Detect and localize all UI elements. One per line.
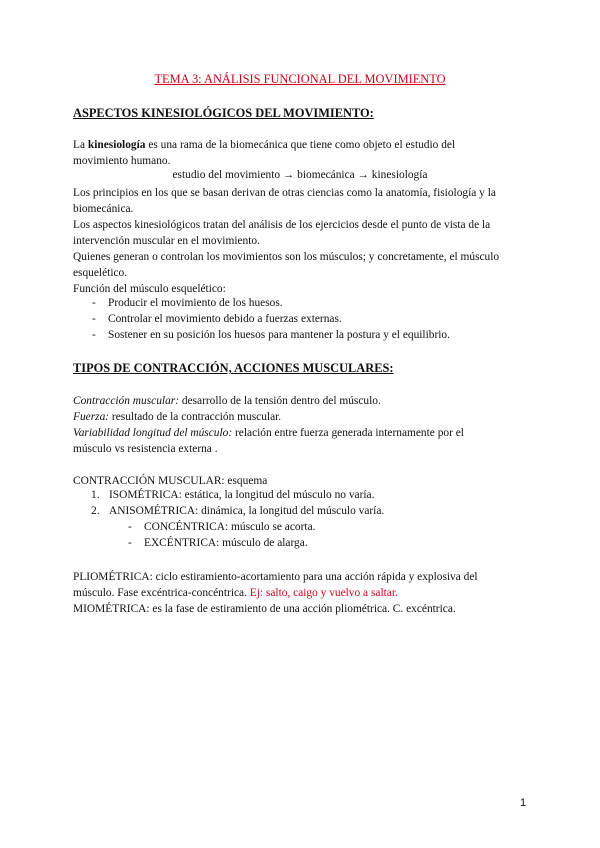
bullet-dash: - [92, 329, 96, 341]
esquema-label: CONTRACCIÓN MUSCULAR [73, 475, 222, 487]
subtipo-text: : músculo se acorta. [225, 521, 316, 533]
section-heading-tipos: TIPOS DE CONTRACCIÓN, ACCIONES MUSCULARES: [73, 361, 394, 375]
list-item [128, 521, 315, 533]
tipo-text: : estática, la longitud del músculo no varía. [178, 489, 375, 501]
list-item [92, 297, 283, 309]
paragraph-principios-line-2: biomecánica. [73, 203, 134, 215]
list-item [92, 313, 342, 325]
bullet-dash: - [92, 297, 96, 309]
intro-rest: es una rama de la biomecánica que tiene como objeto el estudio del [145, 139, 456, 151]
list-number: 2. [91, 505, 100, 517]
definition-text: desarrollo de la tensión dentro del músculo. [179, 395, 381, 407]
pliometrica-line-2 [73, 585, 398, 601]
tipo-label: ANISOMÉTRICA [109, 505, 196, 517]
section-heading-aspectos: ASPECTOS KINESIOLÓGICOS DEL MOVIMIENTO: [73, 106, 374, 120]
list-number: 1. [91, 489, 100, 501]
bullet-dash: - [128, 537, 132, 549]
list-item-text: Sostener en su posición los huesos para mantener la postura y el equilibrio. [108, 329, 450, 341]
tipo-label: ISOMÉTRICA [109, 489, 179, 501]
definition-term: Fuerza: [73, 411, 110, 423]
pliometrica-text: : ciclo estiramiento-acortamiento para una acción rápida y explosiva del [149, 571, 478, 583]
bullet-dash: - [128, 521, 132, 533]
list-item [92, 329, 450, 341]
concept-chain: estudio del movimiento → biomecánica → kinesiología [172, 169, 428, 181]
intro-line-1 [73, 137, 455, 153]
page-number: 1 [520, 797, 527, 809]
definition-text: relación entre fuerza generada internamente por el [232, 427, 464, 439]
subtipo-text: : músculo de alarga. [216, 537, 308, 549]
subtipo-label: EXCÉNTRICA [144, 537, 217, 549]
miometrica-text: : es la fase de estiramiento de una acción pliométrica. C. excéntrica. [146, 603, 456, 615]
definition-fuerza [73, 409, 281, 425]
pliometrica-example: Ej: salto, caigo y vuelvo a saltar. [249, 587, 398, 599]
list-item [128, 537, 308, 549]
definition-term: Variabilidad longitud del músculo: [73, 427, 233, 439]
list-item [91, 505, 384, 517]
pliometrica-label: PLIOMÉTRICA [73, 571, 150, 583]
funcion-label: Función del músculo esquelético: [73, 283, 226, 295]
definition-term: Contracción muscular: [73, 395, 179, 407]
subtipo-label: CONCÉNTRICA [144, 521, 226, 533]
paragraph-principios-line-1: Los principios en los que se basan derivan de otras ciencias como la anatomía, fisiología y la [73, 187, 496, 199]
list-item-text: Controlar el movimiento debido a fuerzas externas. [108, 313, 342, 325]
definition-contraccion [73, 393, 381, 409]
definition-variabilidad-line-2: músculo vs resistencia externa . [73, 443, 218, 455]
list-item [91, 489, 374, 501]
intro-prefix: La [73, 139, 88, 151]
paragraph-aspectos-line-1: Los aspectos kinesiológicos tratan del análisis de los ejercicios desde el punto de vista de la [73, 219, 491, 231]
paragraph-musculos-line-2: esquelético. [73, 267, 128, 279]
definition-variabilidad [73, 425, 464, 441]
miometrica-label: MIOMÉTRICA [73, 603, 147, 615]
pliometrica-text-2: músculo. Fase excéntrica-concéntrica. [73, 587, 250, 599]
esquema-heading [73, 473, 267, 489]
esquema-text: : esquema [221, 475, 268, 487]
tipo-text: : dinámica, la longitud del músculo varía. [195, 505, 385, 517]
paragraph-aspectos-line-2: intervención muscular en el movimiento. [73, 235, 260, 247]
paragraph-musculos-line-1: Quienes generan o controlan los movimientos son los músculos; y concretamente, el músculo [73, 251, 500, 263]
list-item-text: Producir el movimiento de los huesos. [108, 297, 283, 309]
miometrica-line [73, 601, 456, 617]
document-title: TEMA 3: ANÁLISIS FUNCIONAL DEL MOVIMIENTO [154, 72, 446, 86]
kinesiologia-term: kinesiología [87, 139, 146, 151]
bullet-dash: - [92, 313, 96, 325]
intro-line-2: movimiento humano. [73, 155, 171, 167]
pliometrica-line-1 [73, 569, 478, 585]
definition-text: resultado de la contracción muscular. [109, 411, 282, 423]
